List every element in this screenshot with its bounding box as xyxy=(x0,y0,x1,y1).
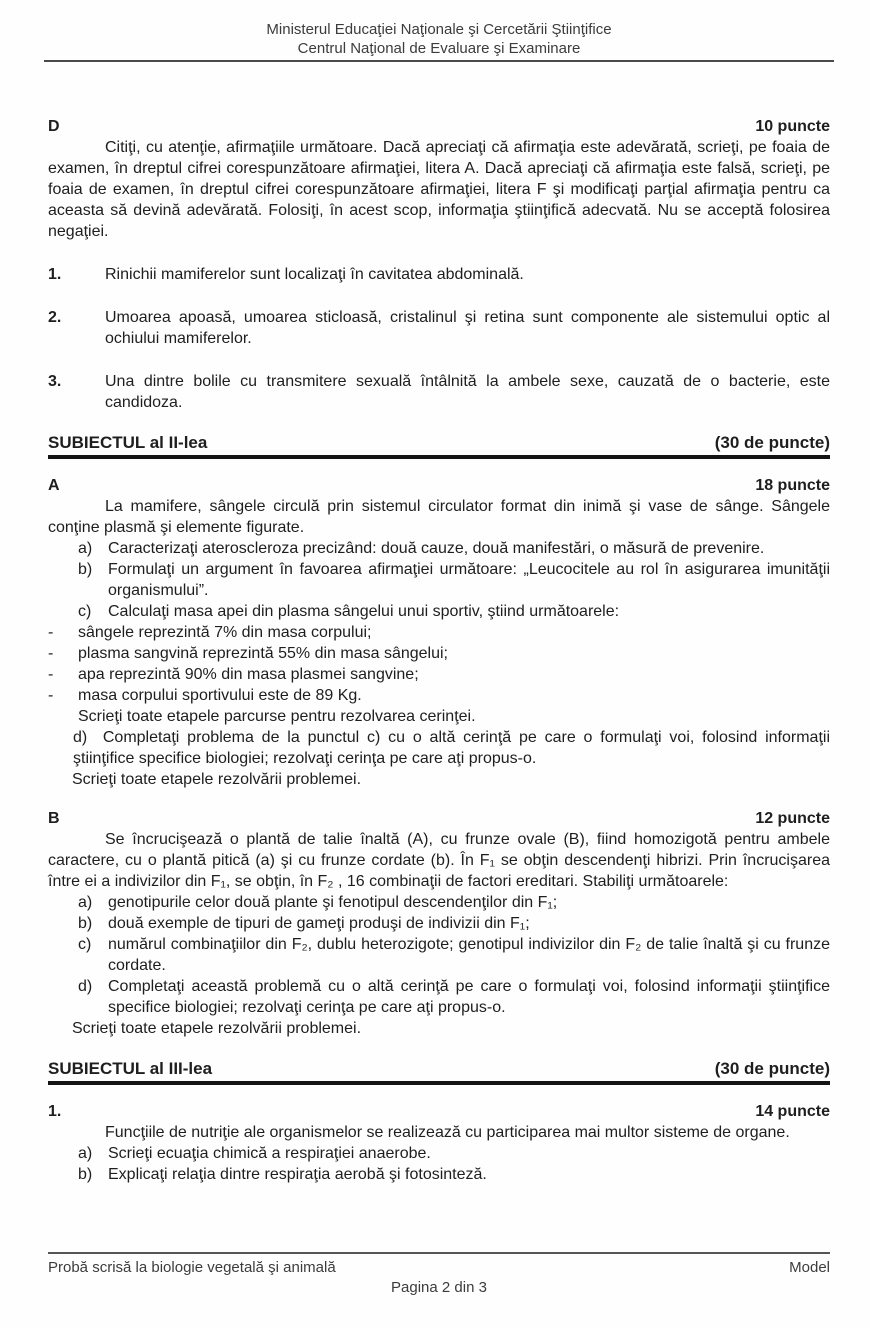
task-marker: b) xyxy=(78,1166,93,1183)
statement-number: 2. xyxy=(48,309,62,326)
task-marker: b) xyxy=(78,915,93,932)
question1-header xyxy=(48,1101,830,1122)
bullet-item-1 xyxy=(48,622,830,643)
header-rule xyxy=(44,60,834,62)
bullet-text: plasma sangvină reprezintă 55% din masa sângelui; xyxy=(78,645,448,662)
subject3-heading xyxy=(48,1058,830,1085)
task-text: Caracterizaţi ateroscleroza precizând: două cauze, două manifestări, o măsură de prevenire. xyxy=(108,540,765,557)
task-marker: a) xyxy=(78,1145,93,1162)
part-b-label: B xyxy=(48,810,60,827)
subject3-title: SUBIECTUL al III-lea xyxy=(48,1059,213,1078)
task-item-b xyxy=(48,1164,830,1185)
bullet-dash: - xyxy=(48,645,54,662)
task-item-a xyxy=(48,1143,830,1164)
task-item-d xyxy=(48,976,830,1018)
task-text: Explicaţi relaţia dintre respiraţia aerobă şi fotosinteză. xyxy=(108,1166,487,1183)
task-item-c xyxy=(48,601,830,622)
solve-note-problem: Scrieţi toate etapele rezolvării problemei. xyxy=(72,1020,362,1037)
statement-text: Umoarea apoasă, umoarea sticloasă, cristalinul şi retina sunt componente ale sistemului optic al ochiului mamiferelor. xyxy=(105,309,830,347)
footer-line xyxy=(48,1258,830,1278)
subject2-heading xyxy=(48,432,830,459)
footer-model-label: Model xyxy=(789,1259,830,1276)
footer-exam-name: Probă scrisă la biologie vegetală şi animală xyxy=(48,1259,336,1276)
section-d-intro: Citiţi, cu atenţie, afirmaţiile următoare. Dacă apreciaţi că afirmaţia este adevărată, scrieţi, pe foaia de examen, în dreptul cifrei corespunzătoare afirmaţiei, litera A. Dacă apreciaţi că afirmaţia este falsă, scrieţi, pe foaia de examen, în dreptul cifrei corespunzătoare afirmaţiei, litera F şi modificaţi parţial afirmaţia pentru ca aceasta să devină adevărată. Folosiţi, în acest scop, informaţia ştiinţifică adecvată. Nu se acceptă folosirea negaţiei. xyxy=(48,139,830,240)
task-text: Completaţi problema de la punctul c) cu o altă cerinţă pe care o formulaţi voi, folosind informaţii ştiinţifice specifice biologiei; rezolvaţi cerinţa pe care aţi propus-o. xyxy=(73,729,831,767)
subject2-points: (30 de puncte) xyxy=(714,433,830,452)
task-item-b xyxy=(48,913,830,934)
section-d-points: 10 puncte xyxy=(755,118,830,135)
bullet-dash: - xyxy=(48,687,54,704)
task-text: Scrieţi ecuaţia chimică a respiraţiei anaerobe. xyxy=(108,1145,431,1162)
task-item-a xyxy=(48,538,830,559)
statement-text: Rinichii mamiferelor sunt localizaţi în cavitatea abdominală. xyxy=(105,266,524,283)
task-marker: c) xyxy=(78,936,92,953)
question1-label: 1. xyxy=(48,1103,62,1120)
bullet-text: sângele reprezintă 7% din masa corpului; xyxy=(78,624,372,641)
part-a-points: 18 puncte xyxy=(755,477,830,494)
part-b-points: 12 puncte xyxy=(755,810,830,827)
solve-note-problem: Scrieţi toate etapele rezolvării problemei. xyxy=(72,771,362,788)
section-d-header xyxy=(48,116,830,137)
task-text: Formulaţi un argument în favoarea afirmaţiei următoare: „Leucocitele au rol în asigurarea imunităţii organismului”. xyxy=(108,561,830,599)
solve-note-steps: Scrieţi toate etapele parcurse pentru rezolvarea cerinţei. xyxy=(78,708,476,725)
task-item-c xyxy=(48,934,830,976)
part-a-header xyxy=(48,475,830,496)
statement-number: 1. xyxy=(48,266,62,283)
part-b-intro: Se încrucişează o plantă de talie înaltă (A), cu frunze ovale (B), fiind homozigotă pentru ambele caractere, cu o plantă pitică (a) şi cu frunze cordate (b). În F₁ se obţin descendenţi hibrizi. Prin încrucişarea între ei a indivizilor din F₁, se obţin, în F₂ , 16 combinaţii de factori ereditari. Stabiliţi următoarele: xyxy=(48,831,830,890)
document-footer xyxy=(48,1252,830,1298)
section-d-label: D xyxy=(48,118,60,135)
footer-rule xyxy=(48,1252,830,1254)
bullet-text: masa corpului sportivului este de 89 Kg. xyxy=(78,687,362,704)
bullet-dash: - xyxy=(48,666,54,683)
bullet-dash: - xyxy=(48,624,54,641)
question1-points: 14 puncte xyxy=(755,1103,830,1120)
bullet-item-3 xyxy=(48,664,830,685)
task-text: două exemple de tipuri de gameţi produşi de indivizii din F₁; xyxy=(108,915,530,932)
statement-item-3 xyxy=(48,371,830,413)
bullet-item-2 xyxy=(48,643,830,664)
task-item-d xyxy=(73,727,830,769)
task-text: Completaţi această problemă cu o altă cerinţă pe care o formulaţi voi, folosind informaţii ştiinţifice specifice biologiei; rezolvaţi cerinţa pe care aţi propus-o. xyxy=(108,978,830,1016)
statement-item-2 xyxy=(48,307,830,349)
part-b-header xyxy=(48,808,830,829)
part-a-intro: La mamifere, sângele circulă prin sistemul circulator format din inimă şi vase de sânge. Sângele conţine plasmă şi elemente figurate. xyxy=(48,498,830,536)
task-text: numărul combinaţiilor din F₂, dublu heterozigote; genotipul indivizilor din F₂ de talie înaltă şi cu frunze cordate. xyxy=(108,936,830,974)
subject3-points: (30 de puncte) xyxy=(714,1059,830,1078)
task-marker: c) xyxy=(78,603,92,620)
task-item-a xyxy=(48,892,830,913)
statement-item-1 xyxy=(48,264,830,285)
bullet-text: apa reprezintă 90% din masa plasmei sangvine; xyxy=(78,666,419,683)
document-header xyxy=(48,20,830,58)
statement-text: Una dintre bolile cu transmitere sexuală întâlnită la ambele sexe, cauzată de o bacterie, este candidoza. xyxy=(105,373,830,411)
task-text: Calculaţi masa apei din plasma sângelui unui sportiv, ştiind următoarele: xyxy=(108,603,620,620)
subject2-title: SUBIECTUL al II-lea xyxy=(48,433,208,452)
statement-number: 3. xyxy=(48,373,62,390)
task-marker: d) xyxy=(73,729,88,746)
question1-intro: Funcţiile de nutriţie ale organismelor se realizează cu participarea mai multor sisteme de organe. xyxy=(105,1124,790,1141)
part-a-label: A xyxy=(48,477,60,494)
task-marker: a) xyxy=(78,540,93,557)
footer-page-number: Pagina 2 din 3 xyxy=(391,1279,487,1296)
task-text: genotipurile celor două plante şi fenotipul descendenţilor din F₁; xyxy=(108,894,558,911)
task-item-b xyxy=(48,559,830,601)
task-marker: a) xyxy=(78,894,93,911)
header-line-ministry: Ministerul Educaţiei Naţionale şi Cercetării Ştiinţifice xyxy=(266,21,612,38)
header-line-center: Centrul Naţional de Evaluare şi Examinare xyxy=(297,40,581,57)
task-marker: b) xyxy=(78,561,93,578)
task-marker: d) xyxy=(78,978,93,995)
bullet-item-4 xyxy=(48,685,830,706)
